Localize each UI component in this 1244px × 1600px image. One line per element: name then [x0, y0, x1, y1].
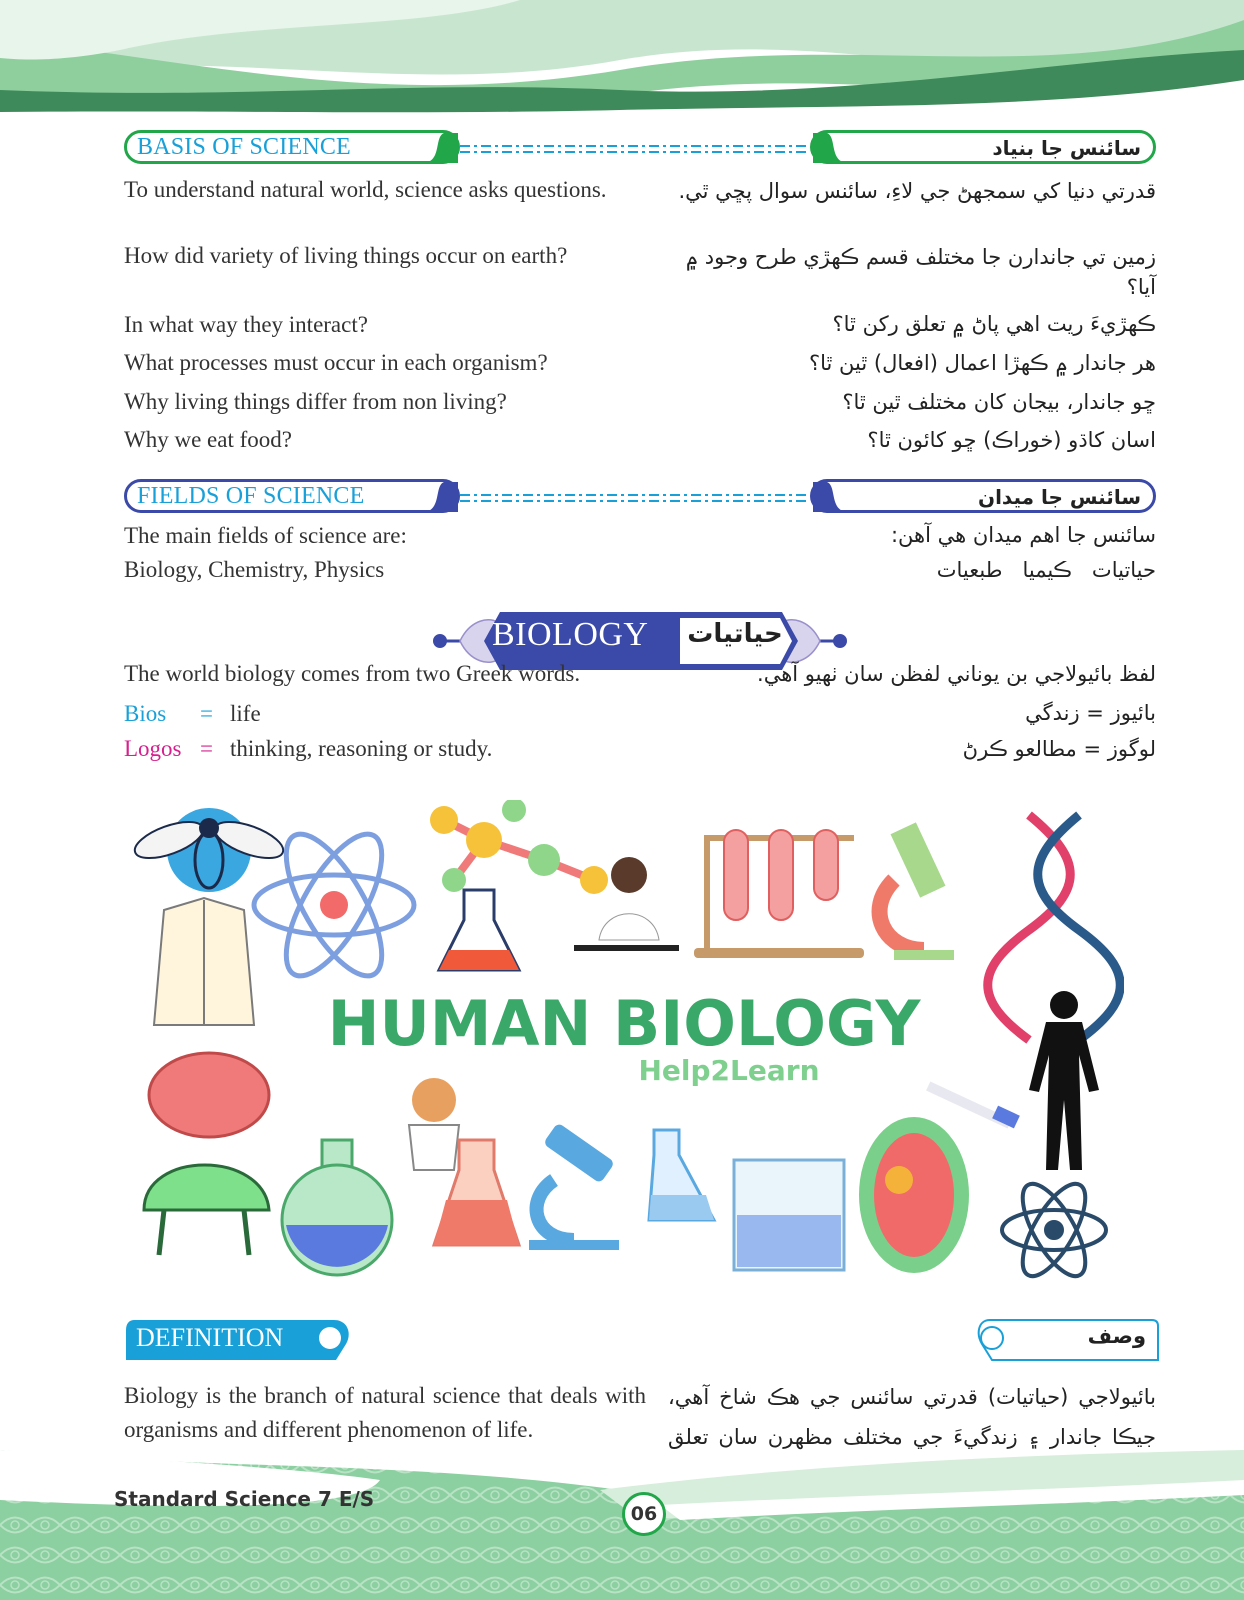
basis-en-title-tab: [424, 133, 458, 163]
biology-en-intro: The world biology comes from two Greek words.: [124, 661, 581, 686]
atom-small-icon: [1002, 1175, 1106, 1285]
fields-ur-line2: حياتيات ڪيميا طبعيات: [936, 558, 1156, 582]
top-wave-decoration: [0, 0, 1244, 120]
fields-ur-title: سائنس جا ميدان: [978, 485, 1141, 509]
biology-ur-title: حياتيات: [687, 619, 783, 649]
basis-ur-title-box: [810, 130, 1156, 164]
basis-row-4-ur: هر جاندار ۾ ڪهڙا اعمال (افعال) ٿين ٿا؟: [808, 351, 1156, 375]
definition-en-title: DEFINITION: [136, 1323, 284, 1352]
definition-ur-text: بائيولاجي (حياتيات) قدرتي سائنس جي هڪ شاخ آهي، جيڪا جاندار ۽ زندگيءَ جي مختلف مظهرن سان تعلق: [668, 1385, 1156, 1449]
definition-en-text: Biology is the branch of natural science that deals with organisms and different phenomenon of life.: [124, 1383, 646, 1442]
basis-row-1-en: To understand natural world, science asks questions.: [124, 177, 607, 202]
illustration-title: HUMAN BIOLOGY: [327, 987, 921, 1060]
basis-row-5-ur: ڇو جاندار، بيجان کان مختلف ٿين ٿا؟: [842, 390, 1156, 414]
biology-en-title: BIOLOGY: [492, 616, 649, 653]
round-flask-icon: [282, 1140, 392, 1275]
brain-icon: [149, 1053, 269, 1137]
bios-word: Bios: [124, 701, 167, 726]
illustration-subtitle: Help2Learn: [638, 1054, 820, 1087]
fields-header: [124, 479, 1156, 519]
erlenmeyer-flask-icon: [649, 1130, 714, 1220]
basis-ur-title-tab: [813, 133, 847, 163]
human-biology-illustration: [124, 800, 1124, 1300]
basis-row-6-ur: اسان کاڌو (خوراڪ) ڇو کائون ٿا؟: [867, 428, 1156, 452]
footer-decoration: [0, 1450, 1244, 1600]
cell-icon: [859, 1117, 969, 1273]
professor-icon: [409, 1078, 459, 1170]
lab-coat-icon: [154, 898, 254, 1025]
microscope-icon: [880, 822, 954, 960]
logos-equals: =: [200, 736, 213, 761]
basis-en-title-box: [124, 130, 460, 164]
basis-row-5-en: Why living things differ from non living?: [124, 389, 507, 414]
molecule-icon: [430, 800, 608, 894]
fields-en-title-box: [124, 479, 460, 513]
basis-header: [124, 130, 1156, 170]
basis-row-1-ur: قدرتي دنيا کي سمجهڻ جي لاءِ، سائنس سوال پڇي ٿي.: [678, 179, 1156, 203]
fields-en-line1: The main fields of science are:: [124, 523, 407, 548]
beaker-icon: [734, 1160, 844, 1270]
fields-en-title: FIELDS OF SCIENCE: [137, 483, 365, 509]
basis-row-4-en: What processes must occur in each organism?: [124, 350, 548, 375]
biology-ur-intro: لفظ بائيولاجي بن يوناني لفظن سان ٺهيو آهي.: [757, 662, 1156, 686]
fields-en-title-tab: [424, 482, 458, 512]
basis-row-3-en: In what way they interact?: [124, 312, 368, 337]
basis-en-title: BASIS OF SCIENCE: [137, 134, 351, 160]
bios-meaning: life: [230, 701, 261, 726]
basis-row-6-en: Why we eat food?: [124, 427, 292, 452]
dropper-icon: [926, 1081, 1020, 1128]
footer-book-title: Standard Science 7 E/S: [114, 1487, 375, 1511]
basis-ur-title: سائنس جا بنياد: [992, 136, 1141, 160]
flask-icon: [439, 890, 519, 970]
fields-ur-line1: سائنس جا اهم ميدان هي آهن:: [890, 523, 1156, 547]
basis-row-3-ur: ڪهڙيءَ ريت اهي پاڻ ۾ تعلق رکن ٿا؟: [832, 312, 1156, 336]
logos-meaning: thinking, reasoning or study.: [230, 736, 493, 761]
basis-dashed-connector: [460, 144, 810, 154]
basis-row-2-ur: زمين تي جاندارن جا مختلف قسم ڪهڙي طرح وجود ۾ آيا؟: [685, 245, 1156, 299]
fly-icon: [130, 808, 287, 892]
page-number: 06: [630, 1503, 658, 1525]
fields-dashed-connector: [460, 493, 810, 503]
fields-ur-title-box: [810, 479, 1156, 513]
footer-page-badge: [622, 1492, 666, 1536]
logos-word: Logos: [124, 736, 182, 761]
fields-ur-title-tab: [813, 482, 847, 512]
basis-row-2-en: How did variety of living things occur on earth?: [124, 243, 568, 268]
blue-microscope-icon: [529, 1122, 619, 1250]
human-silhouette-icon: [1029, 991, 1099, 1170]
bios-equals: =: [200, 701, 213, 726]
bios-ur: بائيوز = زندگي: [1025, 701, 1156, 725]
fields-en-line2: Biology, Chemistry, Physics: [124, 557, 385, 582]
definition-ur-title: وصف: [1087, 1324, 1146, 1348]
logos-ur: لوگوز = مطالعو ڪرڻ: [962, 737, 1156, 761]
cell-creature-icon: [144, 1165, 269, 1255]
test-tubes-icon: [694, 830, 864, 958]
